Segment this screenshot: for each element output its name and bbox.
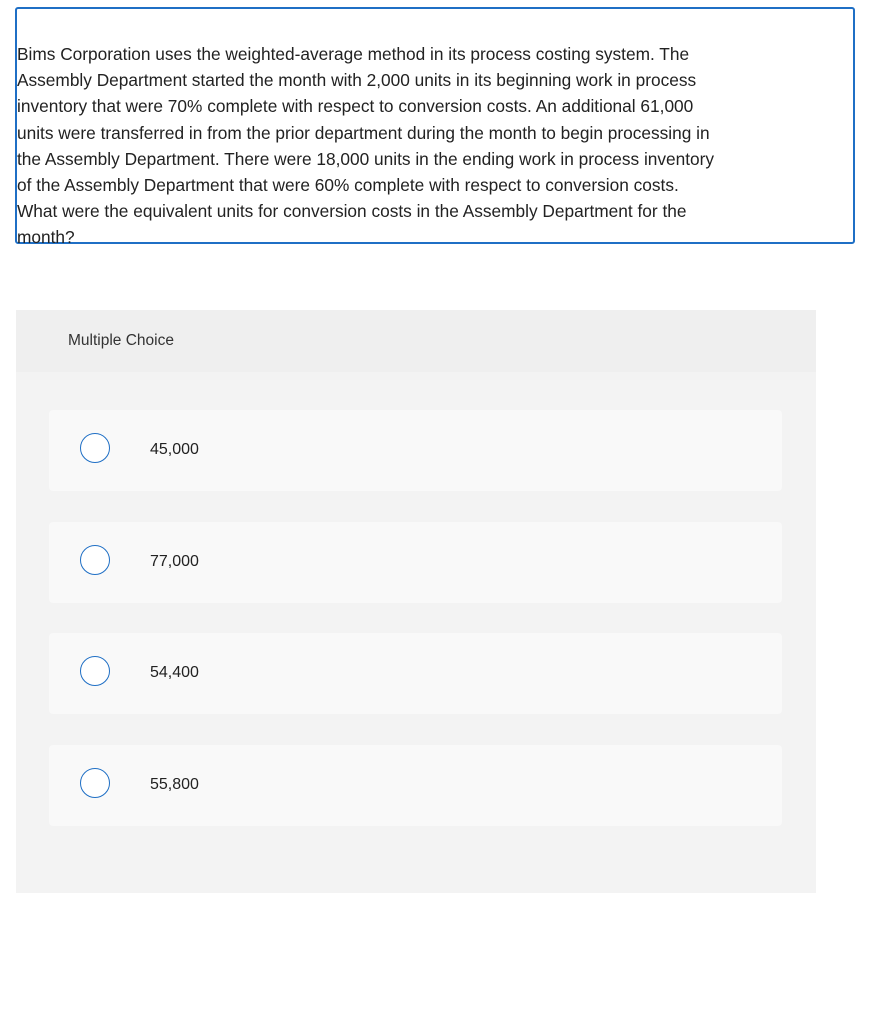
question-line: of the Assembly Department that were 60% complete with respect to conversion costs. xyxy=(17,175,679,196)
choice-label: 77,000 xyxy=(150,553,199,570)
question-line: month? xyxy=(17,227,75,248)
multiple-choice-label: Multiple Choice xyxy=(68,332,174,349)
multiple-choice-header xyxy=(16,310,816,372)
choices-list xyxy=(16,372,816,893)
choice-option-4[interactable] xyxy=(49,745,782,826)
question-text xyxy=(17,41,837,251)
question-line: Bims Corporation uses the weighted-average method in its process costing system. The xyxy=(17,44,690,64)
question-line: What were the equivalent units for conversion costs in the Assembly Department for the xyxy=(17,201,687,222)
choice-option-3[interactable] xyxy=(49,633,782,714)
radio-button-icon[interactable] xyxy=(80,656,110,686)
choice-label: 45,000 xyxy=(150,441,199,458)
radio-button-icon[interactable] xyxy=(80,545,110,575)
multiple-choice-panel xyxy=(16,310,816,893)
choice-option-1[interactable] xyxy=(49,410,782,491)
question-line: Assembly Department started the month with 2,000 units in its beginning work in process xyxy=(17,70,697,91)
question-line: inventory that were 70% complete with respect to conversion costs. An additional 61,000 xyxy=(17,96,694,117)
question-box xyxy=(15,7,855,248)
radio-button-icon[interactable] xyxy=(80,433,110,463)
choice-label: 54,400 xyxy=(150,664,199,681)
choice-option-2[interactable] xyxy=(49,522,782,603)
question-line: units were transferred in from the prior department during the month to begin processing in xyxy=(17,122,710,143)
radio-button-icon[interactable] xyxy=(80,768,110,798)
choice-label: 55,800 xyxy=(150,776,199,793)
question-line: the Assembly Department. There were 18,000 units in the ending work in process inventory xyxy=(17,148,715,169)
